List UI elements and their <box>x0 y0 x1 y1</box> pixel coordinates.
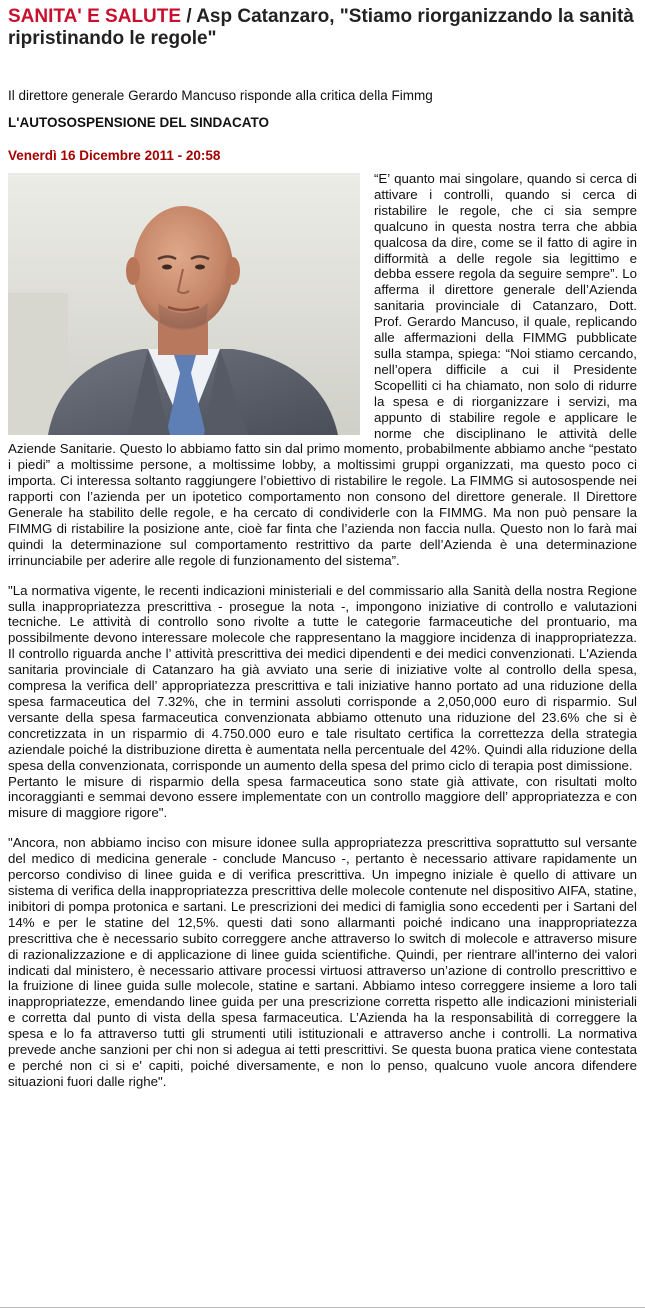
article-paragraph-1: “E’ quanto mai singolare, quando si cerca di attivare i controlli, quando si cerca di ristabilire le regole, che ci sia sempre qualcuno in questa nostra terra che abbia qualcosa da dire, come se il fatto di agire in difformità a delle regole sia legittimo e debba essere regola da seguire sempre”. Lo afferma il direttore generale dell’Azienda sanitaria provinciale di Catanzaro, Dott. Prof. Gerardo Mancuso, il quale, replicando alle affermazioni della FIMMG pubblicate sulla stampa, spiega: “Noi stiamo cercando, nell’opera difficile a cui il Presidente Scopelliti ci ha chiamato, non solo di ridurre la spesa e di riorganizzare i servizi, ma appunto di stabilire regole e applicare le norme che disciplinano le attività delle Aziende Sanitarie. Questo lo abbiamo fatto sin dal primo momento, probabilmente abbiamo anche “pestato i piedi” a moltissime persone, a moltissime lobby, a moltissimi gruppi organizzati, ma questo poco ci importa. Ci interessa soltanto raggiungere l’obiettivo di ristabilire le regole. La FIMMG si autosospende nei rapporti con l’azienda per un ipotetico comportamento non consono del direttore generale. Il Direttore Generale ha stabilito delle regole, e ha cercato di condividerle con la FIMMG. Ma non può pensare la FIMMG di ristabilire la posizione ante, cioè far finta che l’azienda non faccia nulla. Questo non lo farà mai quindi la determinazione sul comportamento restrittivo da parte dell’Azienda è una determinazione irrinunciabile per aderire alle regole di funzionamento del sistema”. <box>8 171 638 568</box>
article-subtitle: Il direttore generale Gerardo Mancuso risponde alla critica della Fimmg <box>8 88 433 103</box>
section-label[interactable]: SANITA' E SALUTE <box>8 6 182 27</box>
article-paragraph-4: "Ancora, non abbiamo inciso con misure idonee sulla appropriatezza prescrittiva soprattutto sul versante del medico di medicina generale - conclude Mancuso -, pertanto è necessario attivare rapidamente un percorso condiviso di linee guida e di verifica prescrittiva. Un impegno iniziale è quello di attivare un sistema di verifica della inappropriatezza prescrittiva delle molecole contenute nel dispositivo AIFA, statine, inibitori di pompa protonica e sartani. Le prescrizioni dei medici di famiglia sono eccedenti per i Sartani del 14% e per le statine del 12,5%. questi dati sono allarmanti poiché indicano una inappropriatezza prescrittiva che è necessario subito correggere anche attraverso lo switch di molecole e attraverso misure di razionalizzazione e di applicazione di linee guida scientifiche. Quindi, per rientrare all'interno dei valori indicati dal ministero, è necessario attivare processi virtuosi attraverso un’azione di controllo prescrittivo e la fruizione di linee guida sulle molecole, statine e sartani. Abbiamo inteso correggere insieme a loro tali inappropriatezze, emendando linee guida per una prescrizione corretta rispetto alle indicazioni ministeriali e corretta dal punto di vista della spesa farmaceutica. L’Azienda ha la responsabilità di correggere la spesa e lo fa attraverso tutti gli strumenti utili istituzionali e attraverso anche i controlli. La normativa prevede anche sanzioni per chi non si adegua ai tetti prescrittivi. Se questa buona pratica viene contestata e perché non ci si e' capiti, poiché diversamente, e non lo penso, qualcuno vuole ancora difendere situazioni fuori dalle righe". <box>8 835 637 1089</box>
article-paragraph-2: "La normativa vigente, le recenti indicazioni ministeriali e del commissario alla Sanità della nostra Regione sulla inappropriatezza prescrittiva - prosegue la nota -, impongono iniziative di controllo e valutazioni tecniche. Le attività di controllo sono rivolte a tutte le categorie farmaceutiche del prontuario, ma possibilmente devono interessare molecole che rappresentano la maggiore incidenza di inappropriatezza. Il controllo riguarda anche l’ attività prescrittiva dei medici dipendenti e dei medici convenzionati. L'Azienda sanitaria provinciale di Catanzaro ha già avviato una serie di iniziative volte al controllo della spesa, compresa la verifica dell’ appropriatezza prescrittiva e tali iniziative hanno portato ad una riduzione della spesa farmaceutica del 7.32%, che in termini assoluti corrisponde a 2,050,000 euro di risparmio. Sul versante della spesa farmaceutica convenzionata abbiamo ottenuto una riduzione del 23.6% che si è concretizzata in un risparmio di 4.750.000 euro e tale risultato certifica la correttezza della strategia aziendale poiché la distribuzione diretta è aumentata nella percentuale del 42%. Quindi alla riduzione della spesa della convenzionata, corrisponde un aumento della spesa del primo ciclo di terapia post dimissione. <box>8 582 637 773</box>
article-photo <box>8 173 360 435</box>
article-title: Asp Catanzaro, "Stiamo riorganizzando la sanità ripristinando le regole" <box>8 6 634 49</box>
article-body <box>8 171 637 1090</box>
article-headline <box>8 6 637 50</box>
article-date: Venerdì 16 Dicembre 2011 - 20:58 <box>8 148 221 163</box>
bottom-divider <box>0 1307 645 1308</box>
headline-separator: / <box>181 6 197 27</box>
portrait-illustration <box>8 173 360 435</box>
article-kicker: L'AUTOSOSPENSIONE DEL SINDACATO <box>8 115 269 130</box>
article-paragraph-3: Pertanto le misure di risparmio della spesa farmaceutica sono state già attivate, con risultati molto incoraggianti e semmai devono essere implementate con un controllo maggiore dell’ appropriatezza e con misure di maggiore rigore". <box>8 773 637 821</box>
